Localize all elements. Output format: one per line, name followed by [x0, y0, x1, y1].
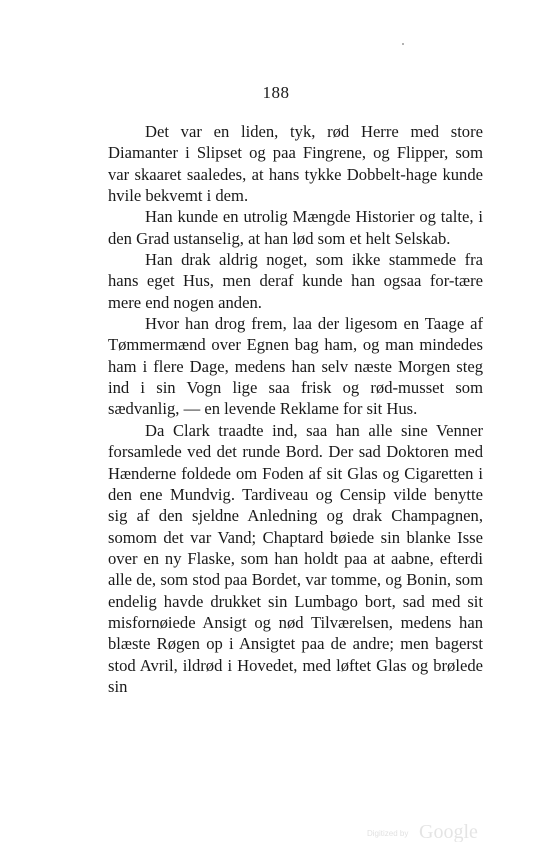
google-watermark-logo [367, 820, 497, 842]
page-number: 188 [262, 83, 290, 102]
watermark-small-text: Digitized by [367, 829, 409, 838]
watermark-large-text: Google [419, 821, 478, 842]
paragraph-5: Da Clark traadte ind, saa han alle sine Venner forsamlede ved det runde Bord. Der sad Doktoren med Hænderne foldede om Foden af sit Glas og Cigaretten i den ene Mundvig. Tardiveau og Censip vilde benytte sig af den sjeldne Anledning og drak Champagnen, somom det var Vand; Chaptard bøiede sin blanke Isse over en ny Flaske, som han holdt paa at aabne, efterdi alle de, som stod paa Bordet, var tomme, og Bonin, som endelig havde drukket sin Lumbago bort, sad med sit misfornøiede Ansigt og nød Tilværelsen, medens han blæste Røgen op i Ansigtet paa de andre; men bagerst stod Avril, ildrød i Hovedet, med løftet Glas og brølede sin [108, 420, 483, 696]
paragraph-1: Det var en liden, tyk, rød Herre med store Diamanter i Slipset og paa Fingrene, og Flipper, som var skaaret saaledes, at hans tykke Dobbelt-hage kunde hvile bekvemt i dem. [108, 122, 483, 206]
scan-speck [402, 43, 404, 45]
paragraph-3: Han drak aldrig noget, som ikke stammede fra hans eget Hus, men deraf kunde han ogsaa for-tære mere end nogen anden. [108, 250, 483, 312]
paragraph-4: Hvor han drog frem, laa der ligesom en Taage af Tømmermænd over Egnen bag ham, og man mindedes ham i flere Dage, medens han selv næste Morgen steg ind i sin Vogn lige saa frisk og rød-musset som sædvanlig, — en levende Reklame for sit Hus. [108, 314, 483, 419]
paragraph-2: Han kunde en utrolig Mængde Historier og talte, i den Grad ustanselig, at han lød som et helt Selskab. [108, 207, 483, 248]
body-text [108, 121, 483, 697]
